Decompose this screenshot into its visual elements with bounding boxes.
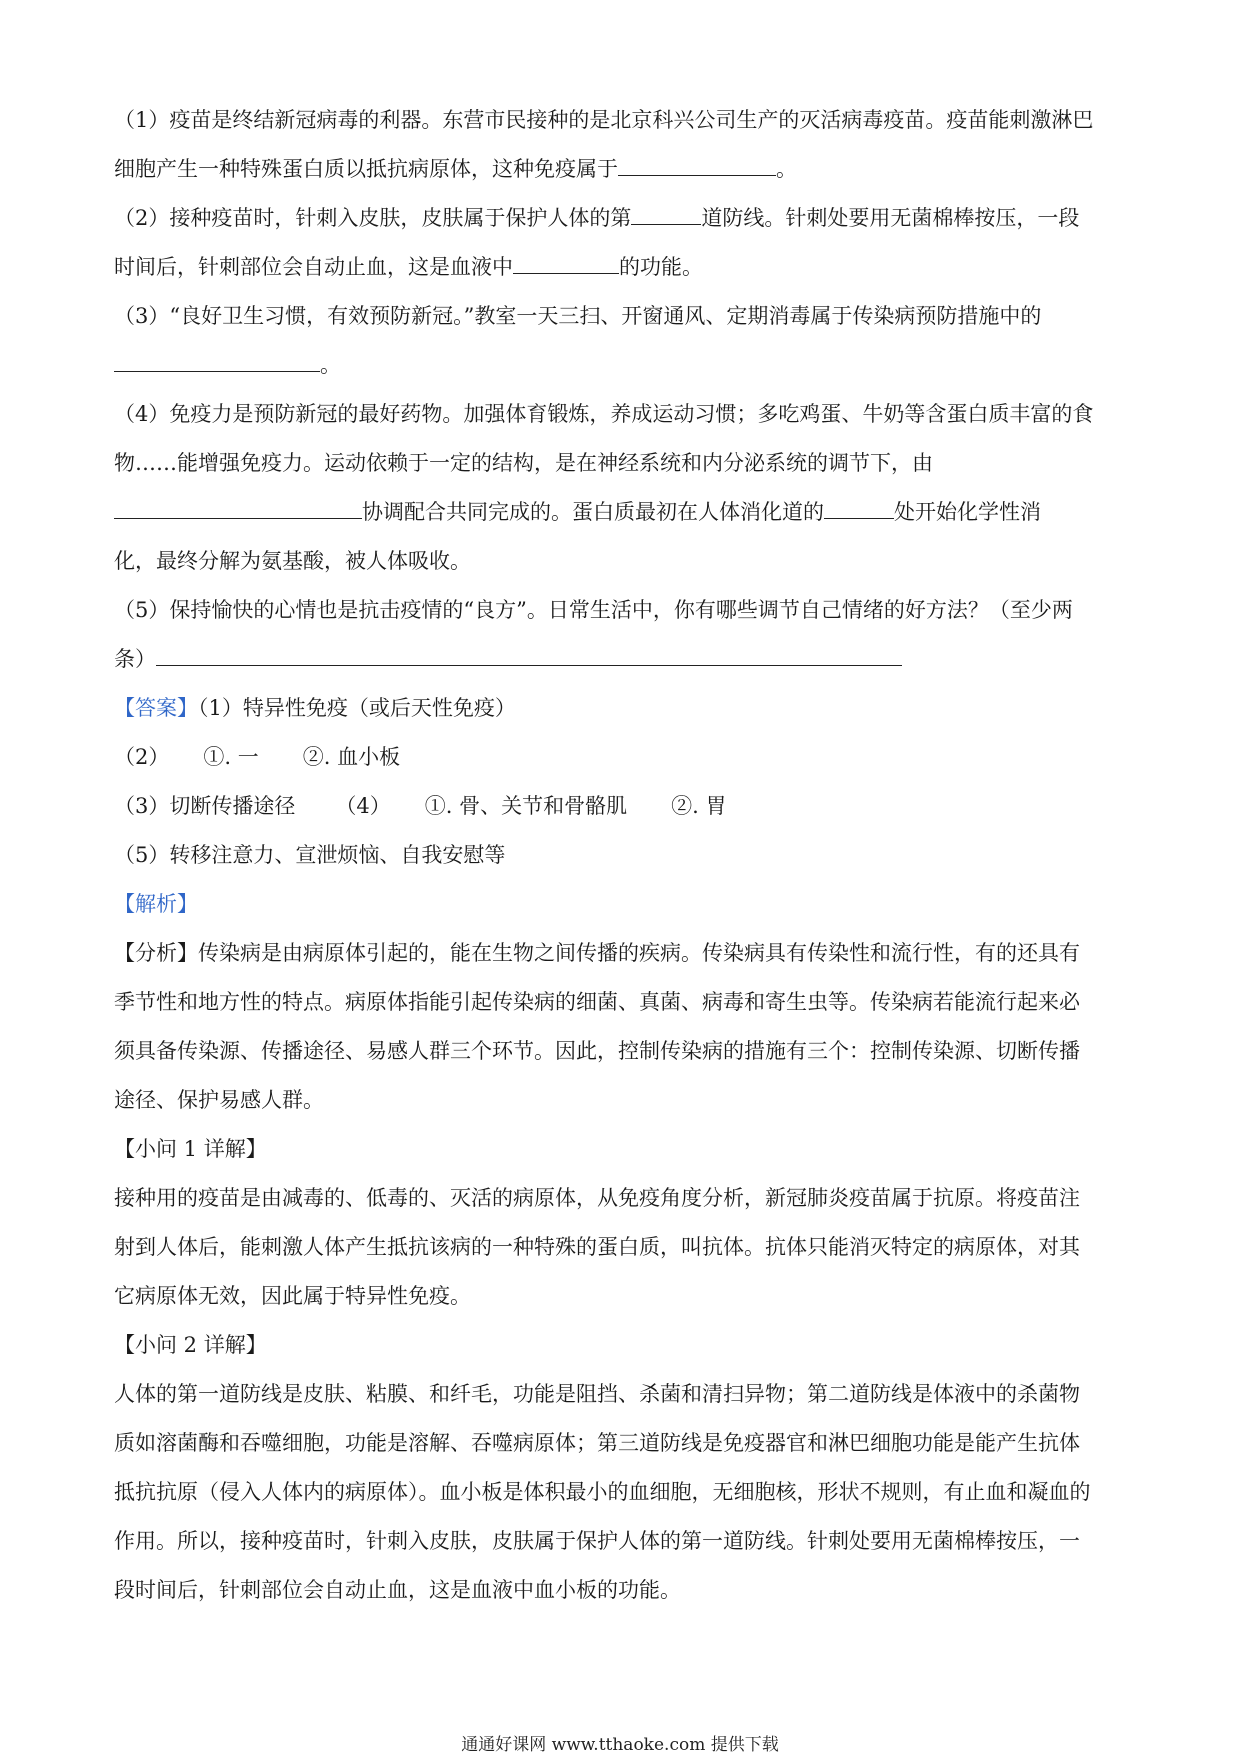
analysis-q2-line-5: 段时间后，针刺部位会自动止血，这是血液中血小板的功能。 [114, 1578, 681, 1602]
analysis-q2-heading: 【小问 2 详解】 [114, 1333, 267, 1357]
question-4-line-1: （4）免疫力是预防新冠的最好药物。加强体育锻炼，养成运动习惯；多吃鸡蛋、牛奶等含蛋白质丰富的食 [114, 402, 1094, 426]
footer-text: 通通好课网 www.tthaoke.com 提供下载 [461, 1735, 779, 1755]
question-2-text-c: 时间后，针刺部位会自动止血，这是血液中 [114, 255, 513, 279]
question-4-text-b: 处开始化学性消 [894, 500, 1041, 524]
question-1-blank[interactable] [618, 153, 776, 176]
question-5-line-2 [114, 635, 1130, 684]
answer-2-part-2: ②. 血小板 [302, 745, 401, 769]
question-2-blank-1[interactable] [631, 202, 701, 225]
question-5-text: 条） [114, 647, 156, 671]
question-1-line-1: （1）疫苗是终结新冠病毒的利器。东营市民接种的是北京科兴公司生产的灭活病毒疫苗。疫苗能刺激淋巴 [114, 108, 1094, 132]
analysis-fenxi-1: 【分析】传染病是由病原体引起的，能在生物之间传播的疾病。传染病具有传染性和流行性，有的还具有 [114, 941, 1080, 965]
answer-2-part-1: ①. 一 [203, 745, 259, 769]
question-5-blank[interactable] [156, 643, 902, 666]
analysis-q2-line-2: 质如溶菌酶和吞噬细胞，功能是溶解、吞噬病原体；第三道防线是免疫器官和淋巴细胞功能是能产生抗体 [114, 1431, 1080, 1455]
answer-line-5: （5）转移注意力、宣泄烦恼、自我安慰等 [114, 843, 506, 867]
answer-4-number: （4） [335, 794, 391, 818]
question-2-line-2 [114, 243, 1130, 292]
analysis-q2-line-3: 抵抗抗原（侵入人体内的病原体）。血小板是体积最小的血细胞，无细胞核，形状不规则，有止血和凝血的 [114, 1480, 1091, 1504]
analysis-fenxi-2: 季节性和地方性的特点。病原体指能引起传染病的细菌、真菌、病毒和寄生虫等。传染病若能流行起来必 [114, 990, 1080, 1014]
analysis-fenxi-4: 途径、保护易感人群。 [114, 1088, 324, 1112]
answer-1: （1）特异性免疫（或后天性免疫） [198, 696, 516, 720]
question-2-blank-2[interactable] [513, 251, 619, 274]
answer-4-part-1: ①. 骨、关节和骨骼肌 [424, 794, 628, 818]
question-5-line-1: （5）保持愉快的心情也是抗击疫情的“良方”。日常生活中，你有哪些调节自己情绪的好方法？（至少两 [114, 598, 1073, 622]
answer-tag: 【答案】 [114, 696, 198, 720]
answer-4-part-2: ②. 胃 [671, 794, 727, 818]
question-1-line-2 [114, 145, 1130, 194]
question-2-line-1 [114, 194, 1130, 243]
question-3-blank[interactable] [114, 349, 320, 372]
question-4-line-3 [114, 488, 1130, 537]
question-1-text: 细胞产生一种特殊蛋白质以抵抗病原体，这种免疫属于 [114, 157, 618, 181]
question-2-text-b: 道防线。针刺处要用无菌棉棒按压，一段 [701, 206, 1080, 230]
question-3-line-1: （3）“良好卫生习惯，有效预防新冠。”教室一天三扫、开窗通风、定期消毒属于传染病预防措施中的 [114, 304, 1042, 328]
question-4-blank-1[interactable] [114, 496, 362, 519]
analysis-q2-line-1: 人体的第一道防线是皮肤、粘膜、和纤毛，功能是阻挡、杀菌和清扫异物；第二道防线是体液中的杀菌物 [114, 1382, 1080, 1406]
analysis-q2-line-4: 作用。所以，接种疫苗时，针刺入皮肤，皮肤属于保护人体的第一道防线。针刺处要用无菌棉棒按压，一 [114, 1529, 1080, 1553]
question-4-text-a: 协调配合共同完成的。蛋白质最初在人体消化道的 [362, 500, 824, 524]
answer-line-1 [114, 684, 1130, 733]
analysis-q1-line-2: 射到人体后，能刺激人体产生抵抗该病的一种特殊的蛋白质，叫抗体。抗体只能消灭特定的病原体，对其 [114, 1235, 1080, 1259]
analysis-fenxi-3: 须具备传染源、传播途径、易感人群三个环节。因此，控制传染病的措施有三个：控制传染源、切断传播 [114, 1039, 1080, 1063]
question-4-line-2: 物……能增强免疫力。运动依赖于一定的结构，是在神经系统和内分泌系统的调节下，由 [114, 451, 933, 475]
question-2-text-d: 的功能。 [619, 255, 703, 279]
answer-2-number: （2） [114, 745, 170, 769]
answer-line-2 [114, 733, 1130, 782]
answer-3: （3）切断传播途径 [114, 794, 296, 818]
analysis-q1-line-1: 接种用的疫苗是由减毒的、低毒的、灭活的病原体，从免疫角度分析，新冠肺炎疫苗属于抗原。将疫苗注 [114, 1186, 1080, 1210]
document-body [114, 96, 1130, 1615]
question-3-line-2 [114, 341, 1130, 390]
answer-line-3 [114, 782, 1130, 831]
analysis-tag: 【解析】 [114, 892, 198, 916]
question-1-end: 。 [776, 157, 797, 181]
question-4-blank-2[interactable] [824, 496, 894, 519]
analysis-q1-heading: 【小问 1 详解】 [114, 1137, 267, 1161]
question-2-text-a: （2）接种疫苗时，针刺入皮肤，皮肤属于保护人体的第 [114, 206, 632, 230]
question-4-line-4: 化，最终分解为氨基酸，被人体吸收。 [114, 549, 471, 573]
question-3-end: 。 [320, 353, 341, 377]
analysis-q1-line-3: 它病原体无效，因此属于特异性免疫。 [114, 1284, 471, 1308]
